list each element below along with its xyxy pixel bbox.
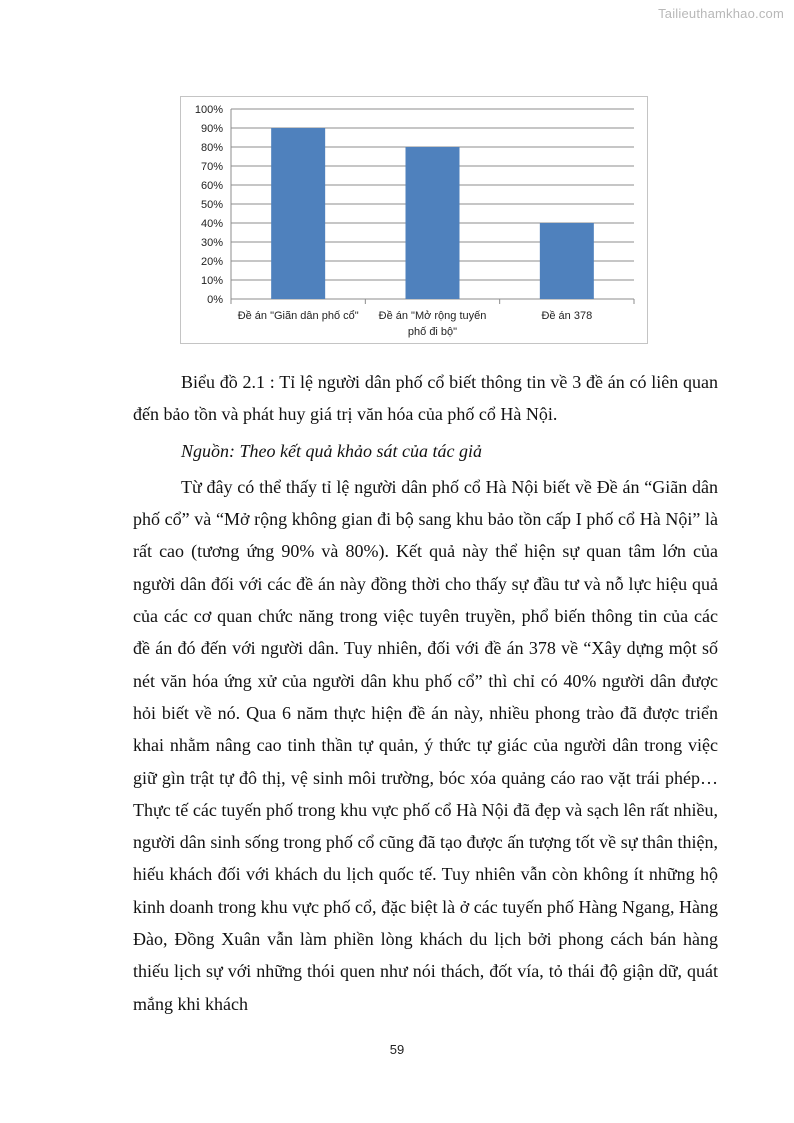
y-tick-label: 80% [200, 142, 223, 154]
x-category-label: phố đi bộ" [407, 326, 458, 338]
x-category-label: Đề án "Giãn dân phố cổ" [237, 310, 359, 322]
y-tick-label: 70% [200, 161, 223, 173]
y-tick-label: 100% [194, 104, 223, 116]
y-tick-label: 20% [200, 256, 223, 268]
x-category-label: Đề án "Mở rộng tuyến [378, 310, 487, 322]
figure-caption: Biểu đồ 2.1 : Tỉ lệ người dân phố cổ biết thông tin về 3 đề án có liên quan đến bảo tồn và phát huy giá trị văn hóa của phố cổ Hà Nội. [133, 372, 718, 425]
bar [540, 223, 594, 299]
y-tick-label: 60% [200, 180, 223, 192]
y-tick-label: 0% [207, 294, 223, 306]
page-content [133, 366, 718, 1020]
y-tick-label: 90% [200, 123, 223, 135]
page-number: 59 [389, 1042, 405, 1057]
chart-canvas [181, 97, 649, 345]
x-category-label: Đề án 378 [541, 310, 593, 322]
y-tick-label: 40% [200, 218, 223, 230]
figure-source: Nguồn: Theo kết quả khảo sát của tác giả [181, 440, 482, 461]
y-tick-label: 10% [200, 275, 223, 287]
watermark: Tailieuthamkhao.com [658, 6, 784, 21]
y-tick-label: 50% [200, 199, 223, 211]
bar [406, 147, 460, 299]
bar-chart [180, 96, 648, 344]
y-tick-label: 30% [200, 237, 223, 249]
bar [271, 128, 325, 299]
body-paragraph: Từ đây có thể thấy tỉ lệ người dân phố cổ Hà Nội biết về Đề án “Giãn dân phố cổ” và “Mở rộng không gian đi bộ sang khu bảo tồn cấp I phố cổ Hà Nội” là rất cao (tương ứng 90% và 80%). Kết quả này thể hiện sự quan tâm lớn của người dân đối với các đề án này đồng thời cho thấy sự đầu tư và nỗ lực hiệu quả của các cơ quan chức năng trong việc tuyên truyền, phổ biến thông tin của các đề án đó đến với người dân. Tuy nhiên, đối với đề án 378 về “Xây dựng một số nét văn hóa ứng xử của người dân khu phố cổ” thì chỉ có 40% người dân được hỏi biết về nó. Qua 6 năm thực hiện đề án này, nhiều phong trào đã được triển khai nhằm nâng cao tinh thần tự quản, ý thức tự giác của người dân trong việc giữ gìn trật tự đô thị, vệ sinh môi trường, bóc xóa quảng cáo rao vặt trái phép… Thực tế các tuyến phố trong khu vực phố cổ Hà Nội đã đẹp và sạch lên rất nhiều, người dân sinh sống trong phố cổ cũng đã tạo được ấn tượng tốt về sự thân thiện, hiếu khách đối với khách du lịch quốc tế. Tuy nhiên vẫn còn không ít những hộ kinh doanh trong khu vực phố cổ, đặc biệt là ở các tuyến phố Hàng Ngang, Hàng Đào, Đồng Xuân vẫn làm phiền lòng khách du lịch bởi phong cách bán hàng thiếu lịch sự với những thói quen như nói thách, đốt vía, tỏ thái độ giận dữ, quát mắng khi khách [133, 476, 718, 1014]
